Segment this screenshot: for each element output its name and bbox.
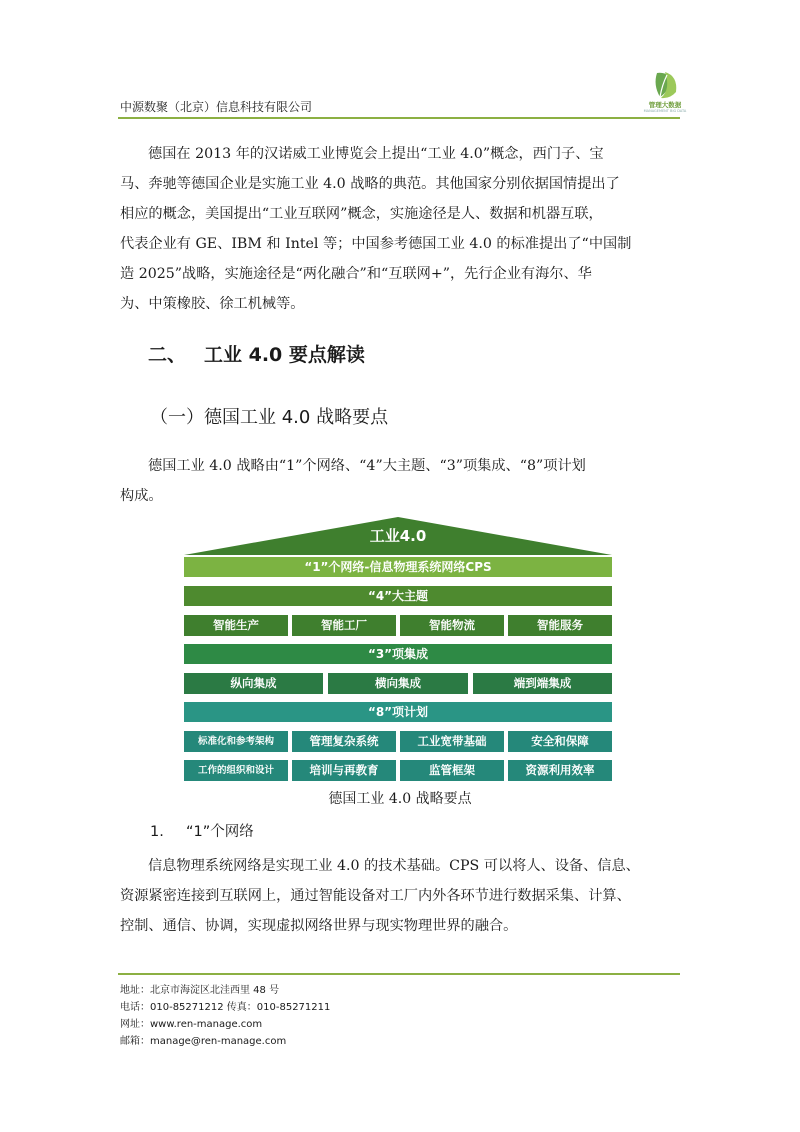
theme-cell: 智能服务 xyxy=(508,615,612,636)
footer-website: 网址：www.ren-manage.com xyxy=(120,1019,263,1030)
company-logo xyxy=(640,70,690,116)
text-line: 代表企业有 GE、IBM 和 Intel 等；中国参考德国工业 4.0 的标准提出了“中国制 xyxy=(120,236,632,252)
plan-cell: 资源利用效率 xyxy=(508,760,612,781)
footer-contact xyxy=(120,982,330,1050)
item-heading xyxy=(150,820,254,841)
section-title: 工业 4.0 要点解读 xyxy=(204,344,365,366)
footer-email: 邮箱：manage@ren-manage.com xyxy=(120,1036,287,1047)
theme-cell: 智能工厂 xyxy=(292,615,396,636)
text-line: 马、奔驰等德国企业是实施工业 4.0 战略的典范。其他国家分别依据国情提出了 xyxy=(120,176,620,192)
theme-cell: 智能生产 xyxy=(184,615,288,636)
logo-text: 管理大数据 xyxy=(648,101,682,109)
leaf-logo-icon xyxy=(640,70,690,100)
plan-cell: 工作的组织和设计 xyxy=(184,760,288,781)
plan-cell: 管理复杂系统 xyxy=(292,731,396,752)
plan-cell: 监管框架 xyxy=(400,760,504,781)
integration-cell: 端到端集成 xyxy=(473,673,612,694)
text-line: 相应的概念，美国提出“工业互联网”概念，实施途径是人、数据和机器互联， xyxy=(120,206,603,222)
integration-cell: 横向集成 xyxy=(328,673,468,694)
footer-address: 地址：北京市海淀区北洼西里 48 号 xyxy=(120,985,280,996)
integration-cell: 纵向集成 xyxy=(184,673,323,694)
plan-cell: 安全和保障 xyxy=(508,731,612,752)
footer-phone: 电话：010-85271212 传真：010-85271211 xyxy=(120,1002,331,1013)
plan-cell: 培训与再教育 xyxy=(292,760,396,781)
section-number: 二、 xyxy=(148,344,187,366)
network-row: “1”个网络-信息物理系统网络CPS xyxy=(184,557,612,577)
integration-header-row: “3”项集成 xyxy=(184,644,612,664)
item-number: 1. xyxy=(150,824,164,840)
theme-cell: 智能物流 xyxy=(400,615,504,636)
text-line: 德国工业 4.0 战略由“1”个网络、“4”大主题、“3”项集成、“8”项计划 xyxy=(148,458,586,474)
figure-caption: 德国工业 4.0 战略要点 xyxy=(328,791,472,807)
plan-cell: 工业宽带基础 xyxy=(400,731,504,752)
header-company-name: 中源数聚（北京）信息科技有限公司 xyxy=(120,100,313,114)
logo-subtext: MANAGEMENT BIG DATA xyxy=(643,109,687,113)
text-line: 德国在 2013 年的汉诺威工业博览会上提出“工业 4.0”概念，西门子、宝 xyxy=(148,146,604,162)
text-line: 控制、通信、协调，实现虚拟网络世界与现实物理世界的融合。 xyxy=(120,918,518,934)
intro-paragraph xyxy=(120,139,680,319)
cps-paragraph xyxy=(120,851,680,941)
text-line: 构成。 xyxy=(120,488,163,504)
text-line: 信息物理系统网络是实现工业 4.0 的技术基础。CPS 可以将人、设备、信息、 xyxy=(148,858,640,874)
plan-cell: 标准化和参考架构 xyxy=(184,731,288,752)
section-heading xyxy=(148,340,365,367)
plans-header-row: “8”项计划 xyxy=(184,702,612,722)
diagram-title: 工业4.0 xyxy=(369,527,427,545)
subsection-heading: （一）德国工业 4.0 战略要点 xyxy=(150,407,389,428)
strategy-paragraph xyxy=(120,451,680,511)
header-divider xyxy=(118,117,680,119)
industry40-diagram xyxy=(182,515,614,787)
item-title: “1”个网络 xyxy=(186,824,254,840)
themes-header-row: “4”大主题 xyxy=(184,586,612,606)
footer-divider xyxy=(118,973,680,975)
text-line: 为、中策橡胶、徐工机械等。 xyxy=(120,296,305,312)
text-line: 造 2025”战略，实施途径是“两化融合”和“互联网+”，先行企业有海尔、华 xyxy=(120,266,592,282)
text-line: 资源紧密连接到互联网上，通过智能设备对工厂内外各环节进行数据采集、计算、 xyxy=(120,888,631,904)
